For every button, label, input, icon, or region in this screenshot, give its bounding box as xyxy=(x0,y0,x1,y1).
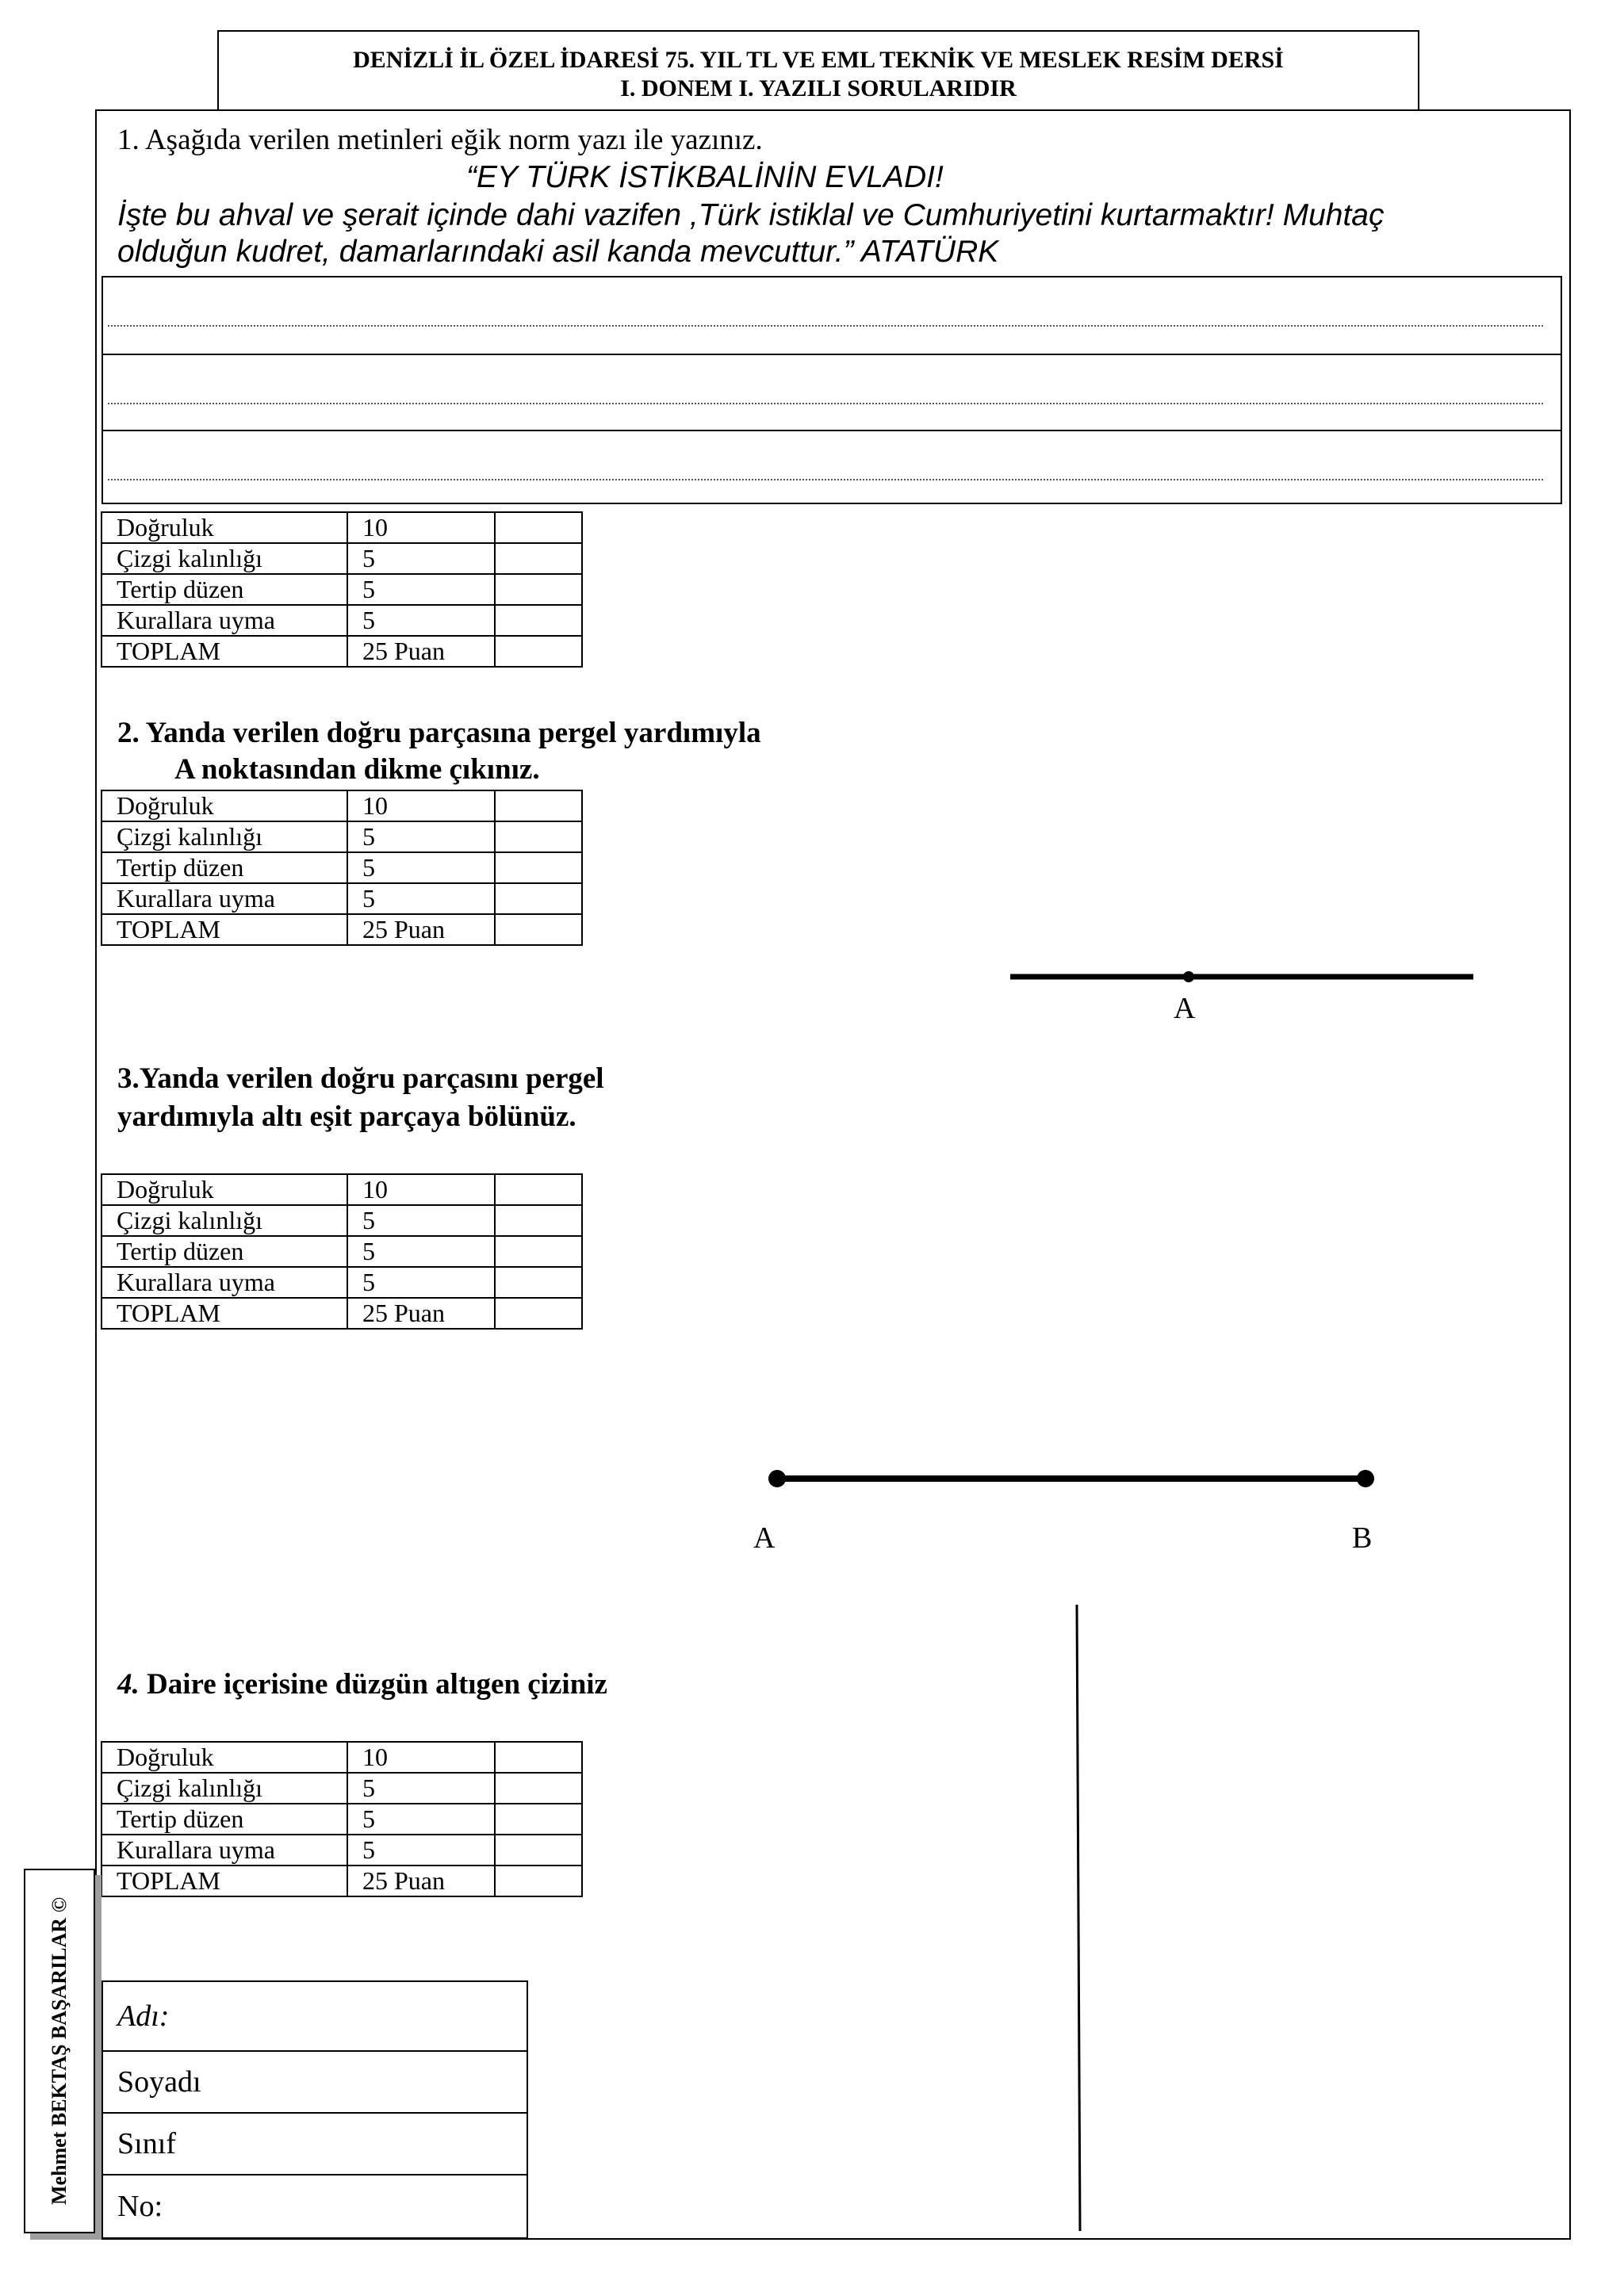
points-cell: 25 Puan xyxy=(347,1866,495,1896)
criterion-cell: Çizgi kalınlığı xyxy=(102,821,347,852)
score-row xyxy=(102,1267,582,1298)
grade-cell[interactable] xyxy=(495,1236,582,1267)
question-2-line-1: 2. Yanda verilen doğru parçasına pergel yardımıyla xyxy=(117,717,761,749)
criterion-cell: Kurallara uyma xyxy=(102,605,347,636)
score-row xyxy=(102,1174,582,1205)
grade-cell[interactable] xyxy=(495,1174,582,1205)
question-4-text xyxy=(117,1667,607,1703)
grade-cell[interactable] xyxy=(495,914,582,945)
points-cell: 5 xyxy=(347,1267,495,1298)
points-cell: 10 xyxy=(347,512,495,543)
criterion-cell: TOPLAM xyxy=(102,1866,347,1896)
criterion-cell: Doğruluk xyxy=(102,1174,347,1205)
grade-cell[interactable] xyxy=(495,1773,582,1804)
point-a-dot xyxy=(768,1470,786,1487)
score-row xyxy=(102,883,582,914)
student-info-box xyxy=(102,1980,528,2239)
score-row xyxy=(102,821,582,852)
grade-cell[interactable] xyxy=(495,1835,582,1866)
grade-cell[interactable] xyxy=(495,1205,582,1236)
q3-point-a-label: A xyxy=(753,1521,776,1555)
grade-cell[interactable] xyxy=(495,790,582,821)
criterion-cell: TOPLAM xyxy=(102,914,347,945)
score-row xyxy=(102,1236,582,1267)
points-cell: 5 xyxy=(347,852,495,883)
class-field[interactable] xyxy=(103,2114,527,2175)
points-cell: 10 xyxy=(347,790,495,821)
grade-cell[interactable] xyxy=(495,852,582,883)
points-cell: 10 xyxy=(347,1742,495,1773)
criterion-cell: Tertip düzen xyxy=(102,574,347,605)
score-row xyxy=(102,605,582,636)
criterion-cell: Doğruluk xyxy=(102,512,347,543)
points-cell: 25 Puan xyxy=(347,1298,495,1329)
points-cell: 5 xyxy=(347,883,495,914)
header-title: DENİZLİ İL ÖZEL İDARESİ 75. YIL TL VE EML TEKNİK VE MESLEK RESİM DERSİ xyxy=(353,47,1284,73)
question-3-line-2: yardımıyla altı eşit parçaya bölünüz. xyxy=(117,1100,576,1133)
grade-cell[interactable] xyxy=(495,1742,582,1773)
class-label: Sınıf xyxy=(117,2127,176,2160)
score-row xyxy=(102,1835,582,1866)
point-b-dot xyxy=(1357,1470,1374,1487)
criterion-cell: Kurallara uyma xyxy=(102,1835,347,1866)
score-row xyxy=(102,543,582,574)
writing-line[interactable] xyxy=(103,277,1561,354)
grade-cell[interactable] xyxy=(495,1804,582,1835)
points-cell: 5 xyxy=(347,1773,495,1804)
number-label: No: xyxy=(117,2190,163,2223)
criterion-cell: Doğruluk xyxy=(102,1742,347,1773)
score-table xyxy=(101,511,583,668)
grade-cell[interactable] xyxy=(495,883,582,914)
criterion-cell: TOPLAM xyxy=(102,1298,347,1329)
score-row xyxy=(102,1804,582,1835)
author-label-box xyxy=(24,1869,95,2233)
score-table-body xyxy=(102,1742,582,1896)
score-row xyxy=(102,1298,582,1329)
q3-point-b-label: B xyxy=(1352,1521,1373,1555)
header-subtitle: I. DONEM I. YAZILI SORULARIDIR xyxy=(620,75,1017,101)
grade-cell[interactable] xyxy=(495,512,582,543)
points-cell: 5 xyxy=(347,543,495,574)
points-cell: 25 Puan xyxy=(347,914,495,945)
points-cell: 5 xyxy=(347,574,495,605)
grade-cell[interactable] xyxy=(495,543,582,574)
writing-line[interactable] xyxy=(103,430,1561,506)
score-row xyxy=(102,1866,582,1896)
question-3-line-1: 3.Yanda verilen doğru parçasını pergel xyxy=(117,1062,604,1095)
score-table-body xyxy=(102,1174,582,1329)
score-row xyxy=(102,512,582,543)
question-4-number: 4. xyxy=(117,1668,140,1701)
q2-point-a-label: A xyxy=(1174,992,1196,1025)
points-cell: 25 Puan xyxy=(347,636,495,667)
points-cell: 5 xyxy=(347,1835,495,1866)
grade-cell[interactable] xyxy=(495,1267,582,1298)
name-label: Adı: xyxy=(117,1999,170,2033)
points-cell: 5 xyxy=(347,1236,495,1267)
criterion-cell: Doğruluk xyxy=(102,790,347,821)
quote-line-2: olduğun kudret, damarlarındaki asil kanda mevcuttur.” ATATÜRK xyxy=(117,235,999,269)
criterion-cell: Çizgi kalınlığı xyxy=(102,543,347,574)
grade-cell[interactable] xyxy=(495,574,582,605)
points-cell: 5 xyxy=(347,1205,495,1236)
vertical-divider xyxy=(1071,1605,1086,2239)
score-row xyxy=(102,1773,582,1804)
score-row xyxy=(102,914,582,945)
point-a-dot xyxy=(1183,971,1194,982)
surname-field[interactable] xyxy=(103,2052,527,2114)
grade-cell[interactable] xyxy=(495,605,582,636)
grade-cell[interactable] xyxy=(495,1298,582,1329)
question-2-line-2: A noktasından dikme çıkınız. xyxy=(174,753,540,786)
score-table-body xyxy=(102,512,582,667)
question-4-label: Daire içerisine düzgün altıgen çiziniz xyxy=(139,1668,607,1701)
score-table xyxy=(101,1741,583,1897)
exam-header xyxy=(217,30,1419,109)
score-row xyxy=(102,852,582,883)
score-table xyxy=(101,1173,583,1330)
score-row xyxy=(102,574,582,605)
grade-cell[interactable] xyxy=(495,1866,582,1896)
score-table xyxy=(101,790,583,946)
name-field[interactable] xyxy=(103,1982,527,2052)
quote-line-1: İşte bu ahval ve şerait içinde dahi vazifen ,Türk istiklal ve Cumhuriyetini kurtarmaktır! Muhtaç xyxy=(117,198,1385,232)
writing-line[interactable] xyxy=(103,354,1561,430)
question-1-text: 1. Aşağıda verilen metinleri eğik norm yazı ile yazınız. xyxy=(117,124,763,156)
criterion-cell: Tertip düzen xyxy=(102,1804,347,1835)
points-cell: 10 xyxy=(347,1174,495,1205)
criterion-cell: Çizgi kalınlığı xyxy=(102,1205,347,1236)
points-cell: 5 xyxy=(347,605,495,636)
number-field[interactable] xyxy=(103,2175,527,2237)
q3-line-segment xyxy=(761,1463,1380,1494)
criterion-cell: Kurallara uyma xyxy=(102,1267,347,1298)
author-label: Mehmet BEKTAŞ BAŞARILAR © xyxy=(48,1896,71,2206)
surname-label: Soyadı xyxy=(117,2065,201,2099)
q2-line-segment xyxy=(1007,962,1483,994)
grade-cell[interactable] xyxy=(495,821,582,852)
criterion-cell: Kurallara uyma xyxy=(102,883,347,914)
score-row xyxy=(102,636,582,667)
score-row xyxy=(102,1742,582,1773)
score-row xyxy=(102,790,582,821)
criterion-cell: Tertip düzen xyxy=(102,1236,347,1267)
criterion-cell: Tertip düzen xyxy=(102,852,347,883)
points-cell: 5 xyxy=(347,1804,495,1835)
score-row xyxy=(102,1205,582,1236)
criterion-cell: Çizgi kalınlığı xyxy=(102,1773,347,1804)
quote-title: “EY TÜRK İSTİKBALİNİN EVLADI! xyxy=(466,160,944,194)
points-cell: 5 xyxy=(347,821,495,852)
writing-area[interactable] xyxy=(102,276,1562,504)
grade-cell[interactable] xyxy=(495,636,582,667)
criterion-cell: TOPLAM xyxy=(102,636,347,667)
score-table-body xyxy=(102,790,582,945)
